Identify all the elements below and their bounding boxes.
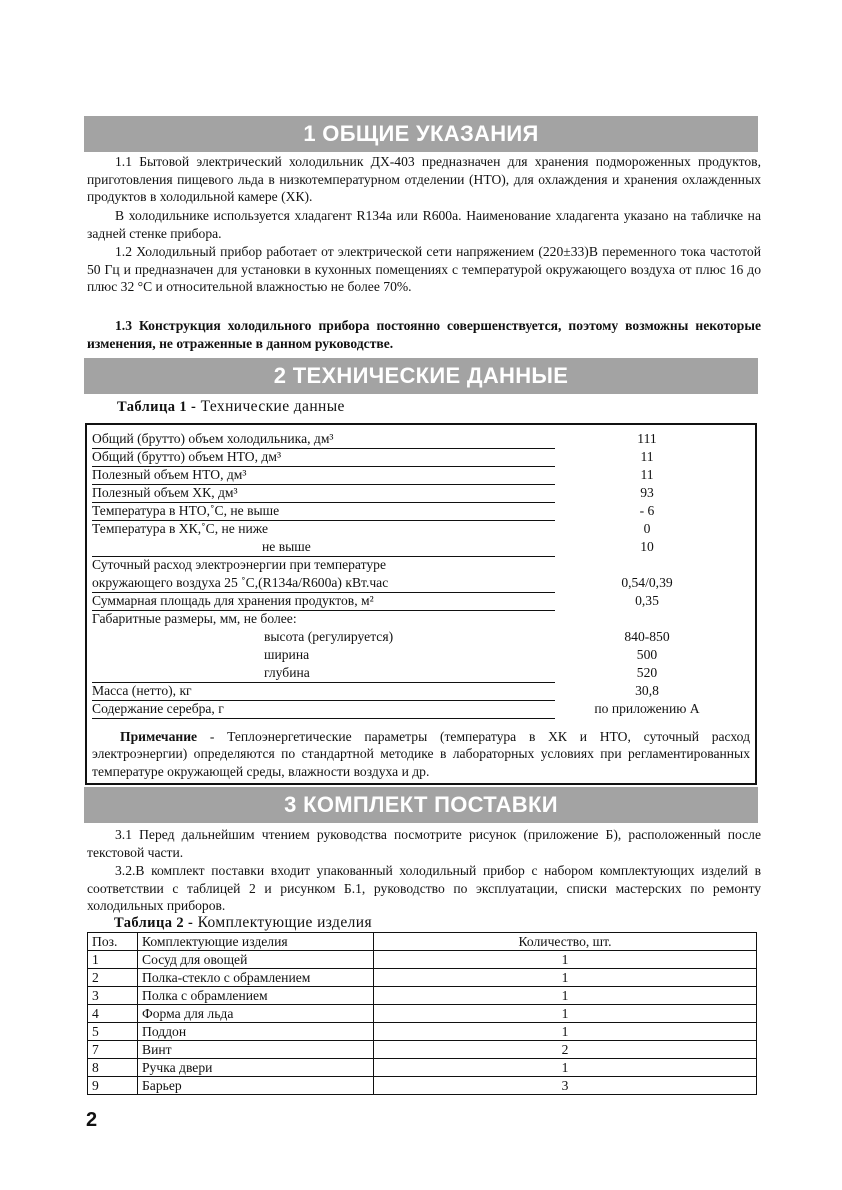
table-row	[88, 951, 757, 969]
header-position: Поз.	[88, 933, 138, 951]
row-quantity: 1	[374, 969, 757, 987]
tech-row-value: по приложению А	[594, 701, 700, 716]
tech-row	[92, 593, 752, 611]
tech-row	[92, 431, 752, 449]
general-paragraph-2	[87, 207, 761, 242]
general-paragraph-4-text: 1.3 Конструкция холодильного прибора постоянно совершенствуется, поэтому возможны некоторые изменения, не отраженные в данном руководстве.	[87, 318, 761, 351]
row-position: 2	[88, 969, 138, 987]
tech-row-label: глубина	[264, 665, 310, 680]
row-quantity: 1	[374, 1023, 757, 1041]
row-quantity: 1	[374, 951, 757, 969]
table-row	[88, 1059, 757, 1077]
general-paragraph-1-text: 1.1 Бытовой электрический холодильник ДХ-403 предназначен для хранения подмороженных продуктов, приготовления пищевого льда в низкотемпературном отделении (НТО), для охлаждения и хранения охлажденных продуктов в холодильной камере (ХК).	[87, 154, 761, 205]
row-quantity: 2	[374, 1041, 757, 1059]
row-quantity: 1	[374, 1005, 757, 1023]
tech-row-value: 93	[640, 485, 654, 500]
tech-row-label: Полезный объем НТО, дм³	[92, 467, 247, 482]
tech-row	[92, 683, 752, 701]
tech-row-value: - 6	[639, 503, 655, 518]
tech-row-value: 520	[636, 665, 658, 680]
tech-note-label: Примечание	[120, 729, 198, 744]
tech-row-label: Полезный объем ХК, дм³	[92, 485, 238, 500]
tech-row-label: Содержание серебра, г	[92, 701, 224, 716]
tech-row	[92, 503, 752, 521]
header-item: Комплектующие изделия	[138, 933, 374, 951]
tech-row	[92, 485, 752, 503]
table1-caption-title: Технические данные	[200, 398, 345, 415]
general-paragraph-3-text: 1.2 Холодильный прибор работает от электрической сети напряжением (220±33)В переменного тока частотой 50 Гц и предназначен для установки в кухонных помещениях с температурой окружающего воздуха от плюс 16 до плюс 32 °С и относительной влажностью не более 70%.	[87, 244, 761, 295]
table-row	[88, 1023, 757, 1041]
table-row	[88, 987, 757, 1005]
tech-row	[92, 629, 752, 647]
table-row	[88, 1041, 757, 1059]
tech-row-value: 11	[640, 467, 654, 482]
row-position: 4	[88, 1005, 138, 1023]
row-item: Сосуд для овощей	[138, 951, 374, 969]
tech-row-label: Суммарная площадь для хранения продуктов, м²	[92, 593, 374, 608]
tech-row	[92, 449, 752, 467]
tech-row	[92, 521, 752, 539]
tech-row-label: Габаритные размеры, мм, не более:	[92, 611, 297, 626]
tech-row-value: 0,54/0,39	[621, 575, 673, 590]
tech-row-label: Суточный расход электроэнергии при температуре	[92, 557, 386, 572]
tech-data-table	[85, 423, 757, 785]
tech-row	[92, 665, 752, 683]
section-heading-supply: 3 КОМПЛЕКТ ПОСТАВКИ	[84, 787, 758, 823]
tech-row-label: высота (регулируется)	[264, 629, 394, 644]
general-paragraph-3	[87, 243, 761, 296]
row-position: 3	[88, 987, 138, 1005]
table1-caption	[117, 398, 345, 416]
tech-row-label: окружающего воздуха 25 ˚С,(R134a/R600a) кВт.час	[92, 575, 389, 590]
section-heading-tech: 2 ТЕХНИЧЕСКИЕ ДАННЫЕ	[84, 358, 758, 394]
row-item: Форма для льда	[138, 1005, 374, 1023]
table-header-row	[88, 933, 757, 951]
table-row	[88, 1005, 757, 1023]
supply-paragraph-1-text: 3.1 Перед дальнейшим чтением руководства посмотрите рисунок (приложение Б), расположенный после текстовой части.	[87, 827, 761, 860]
tech-row-label: ширина	[264, 647, 310, 662]
tech-row-label: Общий (брутто) объем холодильника, дм³	[92, 431, 334, 446]
tech-row-value: 0	[643, 521, 651, 536]
header-quantity: Количество, шт.	[374, 933, 757, 951]
tech-row-label: Общий (брутто) объем НТО, дм³	[92, 449, 282, 464]
tech-row-value: 11	[640, 449, 654, 464]
tech-row-label: Температура в НТО,˚С, не выше	[92, 503, 280, 518]
section-heading-general: 1 ОБЩИЕ УКАЗАНИЯ	[84, 116, 758, 152]
tech-row-value: 840-850	[624, 629, 670, 644]
table2-caption-title: Комплектующие изделия	[197, 914, 372, 931]
tech-note	[92, 728, 750, 780]
row-item: Полка-стекло с обрамлением	[138, 969, 374, 987]
table2-caption	[114, 914, 372, 932]
table-row	[88, 969, 757, 987]
row-position: 7	[88, 1041, 138, 1059]
page-number: 2	[86, 1109, 98, 1131]
row-item: Поддон	[138, 1023, 374, 1041]
row-position: 1	[88, 951, 138, 969]
table1-caption-number: Таблица 1 -	[117, 399, 197, 415]
tech-note-text: - Теплоэнергетические параметры (температура в ХК и НТО, суточный расход электроэнергии) определяются по стандартной методике в лабораторных условиях при регламентированных температуре окружающей среды, влажности воздуха и др.	[92, 729, 750, 779]
tech-row	[92, 557, 752, 575]
tech-row-label: Температура в ХК,˚С, не ниже	[92, 521, 268, 536]
row-quantity: 1	[374, 987, 757, 1005]
tech-row	[92, 647, 752, 665]
tech-row-value: 0,35	[635, 593, 659, 608]
tech-row	[92, 467, 752, 485]
row-quantity: 1	[374, 1059, 757, 1077]
tech-row	[92, 575, 752, 593]
tech-row-value: 111	[637, 431, 657, 446]
tech-row	[92, 701, 752, 719]
supply-paragraph-2-text: 3.2.В комплект поставки входит упакованный холодильный прибор с набором комплектующих изделий в соответствии с таблицей 2 и рисунком Б.1, руководство по эксплуатации, списки мастерских по ремонту холодильных приборов.	[87, 863, 761, 914]
row-position: 8	[88, 1059, 138, 1077]
table2-caption-number: Таблица 2 -	[114, 915, 194, 931]
tech-row-label: не выше	[262, 539, 311, 554]
row-item: Барьер	[138, 1077, 374, 1095]
tech-row-value: 10	[640, 539, 654, 554]
table-row	[88, 1077, 757, 1095]
row-item: Полка с обрамлением	[138, 987, 374, 1005]
tech-row	[92, 539, 752, 557]
tech-row-value: 30,8	[635, 683, 659, 698]
supply-paragraph-1	[87, 826, 761, 861]
row-position: 5	[88, 1023, 138, 1041]
general-paragraph-4	[87, 317, 761, 352]
supply-paragraph-2	[87, 862, 761, 915]
row-item: Винт	[138, 1041, 374, 1059]
general-paragraph-2-text: В холодильнике используется хладагент R134a или R600a. Наименование хладагента указано на табличке на задней стенке прибора.	[87, 208, 761, 241]
components-table	[87, 932, 757, 1095]
tech-row	[92, 611, 752, 629]
tech-row-value: 500	[636, 647, 658, 662]
general-paragraph-1	[87, 153, 761, 206]
tech-row-label: Масса (нетто), кг	[92, 683, 192, 698]
row-quantity: 3	[374, 1077, 757, 1095]
row-item: Ручка двери	[138, 1059, 374, 1077]
row-position: 9	[88, 1077, 138, 1095]
